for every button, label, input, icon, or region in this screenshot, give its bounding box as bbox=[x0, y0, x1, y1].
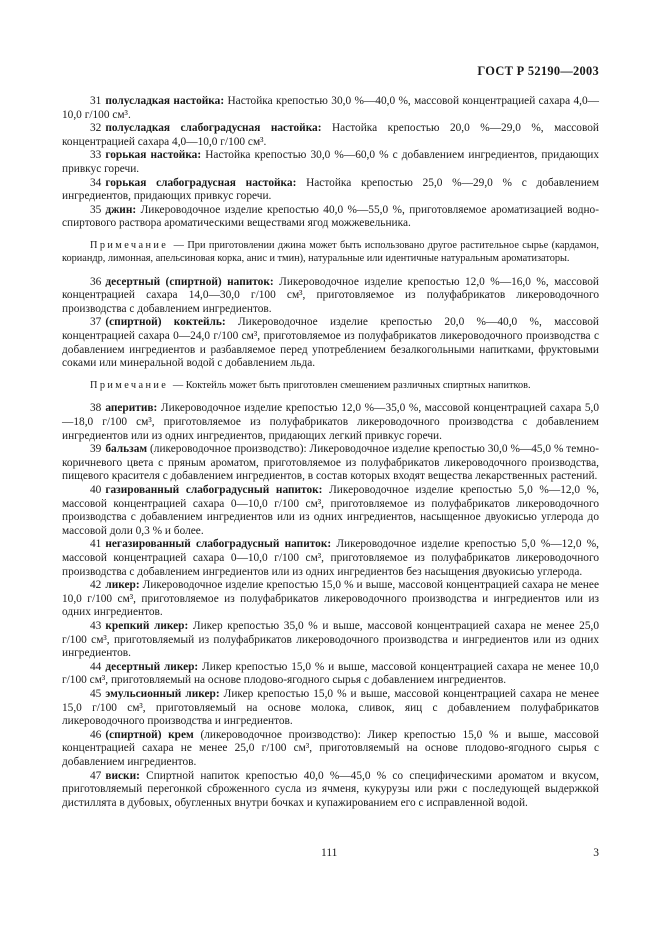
note-text: — Коктейль может быть приготовлен смешением различных спиртных напитков. bbox=[172, 379, 531, 391]
term-definition: Ликероводочное изделие крепостью 12,0 %—35,0 %, массовой концентрацией сахара 5,0—18,0 г/100 см³, приготовляемое из полуфабрикатов ликероводочного производства с добавлением ингредиентов или из одних ингредиентов, придающих легкий привкус горечи. bbox=[62, 402, 599, 442]
term-name: горькая настойка: bbox=[105, 149, 202, 162]
note-cocktail bbox=[62, 380, 599, 393]
term-43 bbox=[62, 620, 599, 661]
term-definition: Ликероводочное изделие крепостью 20,0 %—40,0 %, массовой концентрацией сахара 0—24,0 г/100 см³, приготовляемое из полуфабрикатов ликероводочного производства с добавлением ингредиентов и разбавляемое перед употреблением безалкогольными напитками, фруктовыми соками или минеральной водой с добавлением льда. bbox=[62, 316, 599, 370]
term-name: газированный слабоградусный напиток: bbox=[105, 484, 323, 497]
note-label: Примечание bbox=[90, 239, 169, 251]
term-name: полусладкая настойка: bbox=[105, 95, 225, 107]
term-definition: Настойка крепостью 25,0 %—29,0 % с добавлением ингредиентов, придающих привкус горечи. bbox=[62, 176, 599, 203]
term-37 bbox=[62, 316, 599, 370]
term-40 bbox=[62, 484, 599, 538]
term-33 bbox=[62, 149, 599, 176]
term-number: 38 bbox=[90, 402, 102, 415]
term-name: горькая слабоградусная настойка: bbox=[105, 176, 297, 189]
term-definition: Ликер крепостью 35,0 % и выше, массовой концентрацией сахара не менее 25,0 г/100 см³, приготовляемый из полуфабрикатов ликероводочного производства и ингредиентов или из одних ингредиентов. bbox=[62, 619, 599, 660]
term-definition: Ликероводочное изделие крепостью 15,0 % и выше, массовой концентрацией сахара не менее 10,0 г/100 см³, приготовляемое из полуфабрикатов ликероводочного производства и ингредиентов или из одних ингредиентов. bbox=[62, 579, 599, 619]
term-35 bbox=[62, 204, 599, 231]
term-36 bbox=[62, 276, 599, 317]
term-number: 40 bbox=[90, 484, 102, 497]
term-name: ликер: bbox=[105, 579, 140, 592]
term-definition: Ликероводочное изделие крепостью 12,0 %—16,0 %, массовой концентрацией сахара 14,0—30,0 г/100 см³, приготовляемое из полуфабрикатов ликероводочного производства с добавлением ингредиентов. bbox=[62, 275, 599, 315]
term-number: 42 bbox=[90, 579, 102, 592]
document-code: ГОСТ Р 52190—2003 bbox=[477, 64, 599, 78]
term-38 bbox=[62, 402, 599, 443]
sheet-number: 3 bbox=[593, 847, 599, 859]
page-number: 111 bbox=[321, 847, 338, 859]
term-definition: Спиртной напиток крепостью 40,0 %—45,0 % со специфическими ароматом и вкусом, приготовляемый перегонкой сброженного сусла из ячменя, кукурузы или ржи с последующей выдержкой дистиллята в дубовых, обугленных внутри бочках и купажированием его с исправленной водой. bbox=[62, 769, 599, 809]
term-name: аперитив: bbox=[105, 402, 158, 415]
term-number: 36 bbox=[90, 275, 102, 288]
term-definition: (ликероводочное производство): Ликер крепостью 15,0 % и выше, массовой концентрацией сахара не менее 25,0 г/100 см³, приготовляемый на основе плодово-ягодного сырья с добавлением ингредиентов. bbox=[62, 728, 599, 768]
term-45 bbox=[62, 688, 599, 729]
term-definition: Настойка крепостью 30,0 %—60,0 % с добавлением ингредиентов, придающих привкус горечи. bbox=[62, 149, 599, 175]
term-definition: Ликероводочное изделие крепостью 5,0 %—12,0 %, массовой концентрацией сахара 0—10,0 г/100 см³, приготовляемое из полуфабрикатов ликероводочного производства с добавлением ингредиентов или из одних ингредиентов, насыщенное двуокисью углерода до массовой доли 0,3 % и более. bbox=[62, 484, 599, 537]
term-47 bbox=[62, 770, 599, 811]
term-34 bbox=[62, 177, 599, 204]
note-label: Примечание bbox=[90, 379, 169, 391]
term-32 bbox=[62, 122, 599, 149]
term-definition: (ликероводочное производство): Ликероводочное изделие крепостью 30,0 %—45,0 % темно-коричневого цвета с пряным ароматом, приготовляемое из полуфабрикатов ликероводочного производства, пищевого красителя с добавлением ингредиентов, в состав которых входят вещества лекарственных растений. bbox=[62, 443, 599, 483]
term-number: 34 bbox=[90, 176, 102, 189]
term-number: 46 bbox=[90, 728, 102, 741]
term-name: полусладкая слабоградусная настойка: bbox=[105, 122, 322, 135]
term-definition: Ликероводочное изделие крепостью 5,0 %—12,0 %, массовой концентрацией сахара 0—10,0 г/100 см³, приготовляемое из полуфабрикатов ликероводочного производства с добавлением ингредиентов или из одних ингредиентов без насыщения двуокисью углерода. bbox=[62, 538, 599, 578]
term-39 bbox=[62, 443, 599, 484]
term-number: 41 bbox=[90, 538, 102, 551]
term-number: 44 bbox=[90, 660, 102, 673]
term-42 bbox=[62, 579, 599, 620]
term-number: 33 bbox=[90, 149, 102, 162]
term-definition: Ликер крепостью 15,0 % и выше, массовой концентрацией сахара не менее 15,0 г/100 см³, приготовляемый на основе молока, сливок, яиц с добавлением полуфабрикатов ликероводочного производства и ингредиентов. bbox=[62, 687, 599, 728]
term-number: 37 bbox=[90, 316, 102, 329]
term-number: 31 bbox=[90, 95, 102, 107]
term-name: эмульсионный ликер: bbox=[105, 687, 220, 700]
term-name: виски: bbox=[105, 769, 140, 782]
term-name: (спиртной) крем bbox=[105, 728, 194, 741]
term-number: 35 bbox=[90, 203, 102, 216]
document-body bbox=[62, 95, 599, 810]
note-gin bbox=[62, 240, 599, 266]
term-44 bbox=[62, 661, 599, 688]
term-name: (спиртной) коктейль: bbox=[105, 316, 226, 329]
term-name: джин: bbox=[105, 203, 137, 216]
term-number: 45 bbox=[90, 687, 102, 700]
term-number: 43 bbox=[90, 619, 102, 632]
term-definition: Настойка крепостью 30,0 %—40,0 %, массовой концентрацией сахара 4,0—10,0 г/100 см³. bbox=[62, 95, 599, 121]
term-name: десертный ликер: bbox=[105, 660, 199, 673]
term-41 bbox=[62, 538, 599, 579]
note-text: — При приготовлении джина может быть использовано другое растительное сырье (кардамон, кориандр, лимонная, апельсиновая корка, анис и тмин), натуральные или идентичные натуральным ароматизаторы. bbox=[62, 239, 600, 264]
term-name: негазированный слабоградусный напиток: bbox=[105, 538, 332, 551]
term-definition: Настойка крепостью 20,0 %—29,0 %, массовой концентрацией сахара 4,0—10,0 г/100 см³. bbox=[62, 122, 599, 148]
term-name: десертный (спиртной) напиток: bbox=[105, 275, 274, 288]
term-name: крепкий ликер: bbox=[105, 619, 189, 632]
term-definition: Ликер крепостью 15,0 % и выше, массовой концентрацией сахара не менее 10,0 г/100 см³, приготовляемый на основе плодово-ягодного сырья с добавлением ингредиентов. bbox=[62, 660, 599, 687]
term-number: 32 bbox=[90, 122, 102, 135]
term-number: 39 bbox=[90, 443, 102, 456]
term-name: бальзам bbox=[105, 443, 148, 456]
term-definition: Ликероводочное изделие крепостью 40,0 %—55,0 %, приготовляемое ароматизацией водно-спиртового раствора ароматическими веществами ягод можжевельника. bbox=[62, 203, 600, 230]
term-number: 47 bbox=[90, 769, 102, 782]
term-31 bbox=[62, 95, 599, 122]
term-46 bbox=[62, 729, 599, 770]
